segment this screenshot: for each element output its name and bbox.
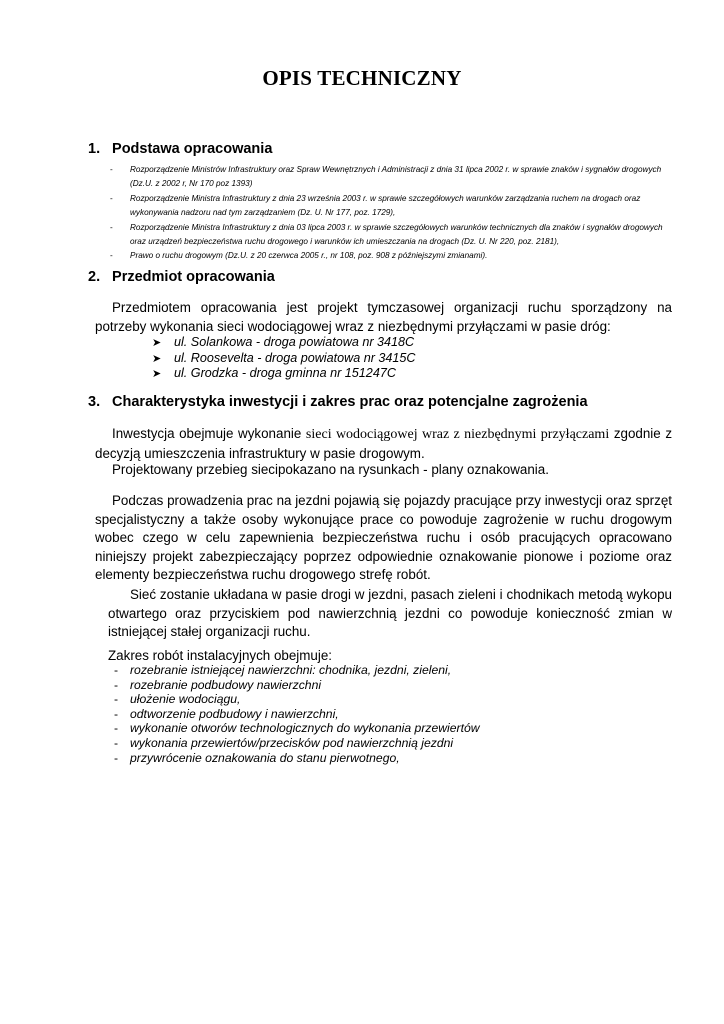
scope-item: - odtworzenie podbudowy i nawierzchni, xyxy=(114,706,339,721)
hazards-paragraph: Podczas prowadzenia prac na jezdni pojawią się pojazdy pracujące przy inwestycji oraz sprzęt specjalistyczny a także osoby wykonujące prace co powoduje zagrożenie w ruchu drogowym wobec czego w celu zapewnienia bezpieczeństwa ruchu i osób pracujących opracowano niniejszy projekt zabezpieczający poprzez odpowiednie oznakowanie pionowe i poziome oraz elementy bezpieczeństwa ruchu drogowego strefę robót. xyxy=(95,493,672,582)
road-item-text: ul. Roosevelta - droga powiatowa nr 3415C xyxy=(174,350,416,365)
section-3-number: 3. xyxy=(88,394,101,410)
arrow-bullet-icon: ➤ xyxy=(152,337,162,349)
scope-item: - rozebranie podbudowy nawierzchni xyxy=(114,677,322,692)
scope-item: - ułożenie wodociągu, xyxy=(114,692,241,707)
section-1-number: 1. xyxy=(88,141,101,157)
legal-basis-item: - Prawo o ruchu drogowym (Dz.U. z 20 czerwca 2005 r., nr 108, poz. 908 z późniejszymi zmianami). xyxy=(110,249,680,263)
scope-intro: Zakres robót instalacyjnych obejmuje: xyxy=(108,648,333,663)
scope-item: - wykonania przewiertów/przecisków pod nawierzchnią jezdni xyxy=(114,735,454,750)
investment-text-serif: sieci wodociągowej wraz z niezbędnymi przyłączami xyxy=(305,427,610,442)
route-paragraph: Projektowany przebieg siecipokazano na rysunkach - plany oznakowania. xyxy=(112,462,549,477)
scope-item-text: ułożenie wodociągu, xyxy=(130,692,241,707)
road-item xyxy=(152,335,416,351)
road-item-text: ul. Solankowa - droga powiatowa nr 3418C xyxy=(174,335,415,349)
scope-list xyxy=(114,663,480,765)
investment-paragraph xyxy=(95,425,672,463)
scope-item-text: rozebranie istniejącej nawierzchni: chodnika, jezdni, zieleni, xyxy=(130,663,452,677)
section-3-title: Charakterystyka inwestycji i zakres prac oraz potencjalne zagrożenia xyxy=(112,394,588,410)
investment-text-end: zgodnie z decyzją umieszczenia infrastruktury w pasie drogowym. xyxy=(95,426,673,461)
document-title: OPIS TECHNICZNY xyxy=(262,66,462,90)
scope-item: - rozebranie istniejącej nawierzchni: chodnika, jezdni, zieleni, xyxy=(114,663,452,677)
road-item xyxy=(152,366,416,382)
section-2-number: 2. xyxy=(88,269,101,285)
legal-basis-item: - Rozporządzenie Ministra Infrastruktury z dnia 23 września 2003 r. w sprawie szczegółowych warunków zarządzania ruchem na drogach oraz wykonywania nadzoru nad tym zarządzaniem (Dz. U. Nr 177, poz. 1729), xyxy=(110,192,680,221)
scope-item-text: odtworzenie podbudowy i nawierzchni, xyxy=(130,706,339,721)
legal-basis-item: - Rozporządzenie Ministrów Infrastruktury oraz Spraw Wewnętrznych i Administracji z dnia 31 lipca 2002 r. w sprawie znaków i sygnałów drogowych (Dz.U. z 2002 r, Nr 170 poz 1393) xyxy=(110,163,680,192)
method-paragraph: Sieć zostanie układana w pasie drogi w jezdni, pasach zieleni i chodnikach metodą wykopu otwartego oraz przyciskiem pod nawierzchnią jezdni co powoduje konieczność zmian w istniejącej stałej organizacji ruchu. xyxy=(108,587,672,639)
arrow-bullet-icon: ➤ xyxy=(152,368,162,381)
scope-item-text: wykonania przewiertów/przecisków pod nawierzchnią jezdni xyxy=(130,735,454,750)
road-item xyxy=(152,351,416,367)
road-item-text: ul. Grodzka - droga gminna nr 151247C xyxy=(174,366,396,381)
section-1-title: Podstawa opracowania xyxy=(112,141,273,157)
arrow-bullet-icon: ➤ xyxy=(152,352,162,365)
subject-paragraph: Przedmiotem opracowania jest projekt tymczasowej organizacji ruchu sporządzony na potrzeby wykonania sieci wodociągowej wraz z niezbędnymi przyłączami w pasie dróg: xyxy=(95,300,672,334)
scope-item: - przywrócenie oznakowania do stanu pierwotnego, xyxy=(114,750,400,765)
section-2-heading xyxy=(88,269,275,285)
scope-item: - wykonanie otworów technologicznych do wykonania przewiertów xyxy=(114,721,480,736)
scope-item-text: wykonanie otworów technologicznych do wykonania przewiertów xyxy=(130,721,480,736)
section-2-title: Przedmiot opracowania xyxy=(112,269,275,285)
investment-text-start: Inwestycja obejmuje wykonanie xyxy=(112,426,306,441)
scope-item-text: rozebranie podbudowy nawierzchni xyxy=(130,677,322,692)
roads-list xyxy=(152,335,416,382)
section-3-heading xyxy=(88,394,588,410)
scope-item-text: przywrócenie oznakowania do stanu pierwotnego, xyxy=(130,750,400,765)
legal-basis-list xyxy=(110,163,680,264)
section-1-heading xyxy=(88,141,272,157)
legal-basis-item: - Rozporządzenie Ministra Infrastruktury z dnia 03 lipca 2003 r. w sprawie szczegółowych warunków technicznych dla znaków i sygnałów drogowych oraz urządzeń bezpieczeństwa ruchu drogowego i warunków ich umieszczania na drogach (Dz. U. Nr 220, poz. 2181), xyxy=(110,221,680,250)
